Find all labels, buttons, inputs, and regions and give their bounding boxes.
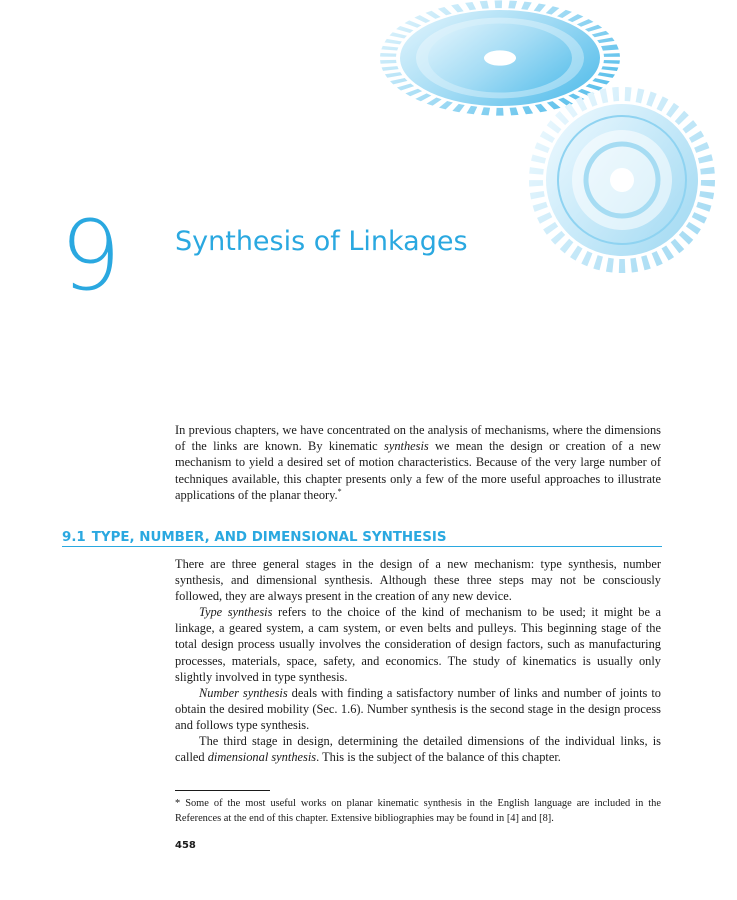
intro-emphasis: synthesis <box>384 439 429 454</box>
intro-paragraph <box>175 422 661 503</box>
intro-text-start: In previous chapters, we have concentrated on the analysis of mechanisms, where the dimensions of the links are known. By kinematic <box>175 423 661 454</box>
footnote: * Some of the most useful works on planar kinematic synthesis in the English language are included in the References at the end of this chapter. Extensive bibliographies may be found in [4] and [8]. <box>175 798 661 824</box>
paragraph-3-text: deals with finding a satisfactory number of links and number of joints to obtain the desired mobility (Sec. 1.6). Number synthesis is the second stage in the design process and follows type synthesis. <box>175 686 662 733</box>
footnote-marker: * <box>337 486 342 496</box>
type-synthesis-term: Type synthesis <box>199 605 273 619</box>
section-title: TYPE, NUMBER, AND DIMENSIONAL SYNTHESIS <box>91 530 447 545</box>
number-synthesis-term: Number synthesis <box>199 686 288 700</box>
body-paragraph-3 <box>175 685 661 734</box>
body-paragraph-4 <box>175 733 661 765</box>
chapter-title: Synthesis of Linkages <box>175 226 468 257</box>
section-number: 9.1 <box>62 530 86 545</box>
paragraph-4-text-start: The third stage in design, determining the detailed dimensions of the individual links, is called <box>175 734 661 765</box>
body-paragraph-2 <box>175 604 661 685</box>
intro-text-end: we mean the design or creation of a new mechanism to yield a desired set of motion characteristics. Because of the very large number of techniques available, this chapter presents only a few of the more useful approaches to illustrate applications of the planar theory. <box>175 439 661 502</box>
dimensional-synthesis-term: dimensional synthesis <box>207 750 317 765</box>
section-heading <box>62 530 662 547</box>
page-number: 458 <box>175 840 196 851</box>
footnote-divider <box>175 790 270 791</box>
body-paragraph-1: There are three general stages in the design of a new mechanism: type synthesis, number synthesis, and dimensional synthesis. Although these three steps may not be consciously followed, they are always present in the creation of any new device. <box>175 557 661 604</box>
paragraph-4-text-end: . This is the subject of the balance of this chapter. <box>316 750 561 765</box>
paragraph-2-text: refers to the choice of the kind of mechanism to be used; it might be a linkage, a geared system, a cam system, or even belts and pulleys. This beginning stage of the total design process usually involves the consideration of design factors, such as manufacturing processes, materials, space, safety, and economics. The study of kinematics is usually only slightly involved in type synthesis. <box>175 605 661 684</box>
small-gear-icon <box>525 83 719 277</box>
chapter-number: 9 <box>60 200 122 312</box>
